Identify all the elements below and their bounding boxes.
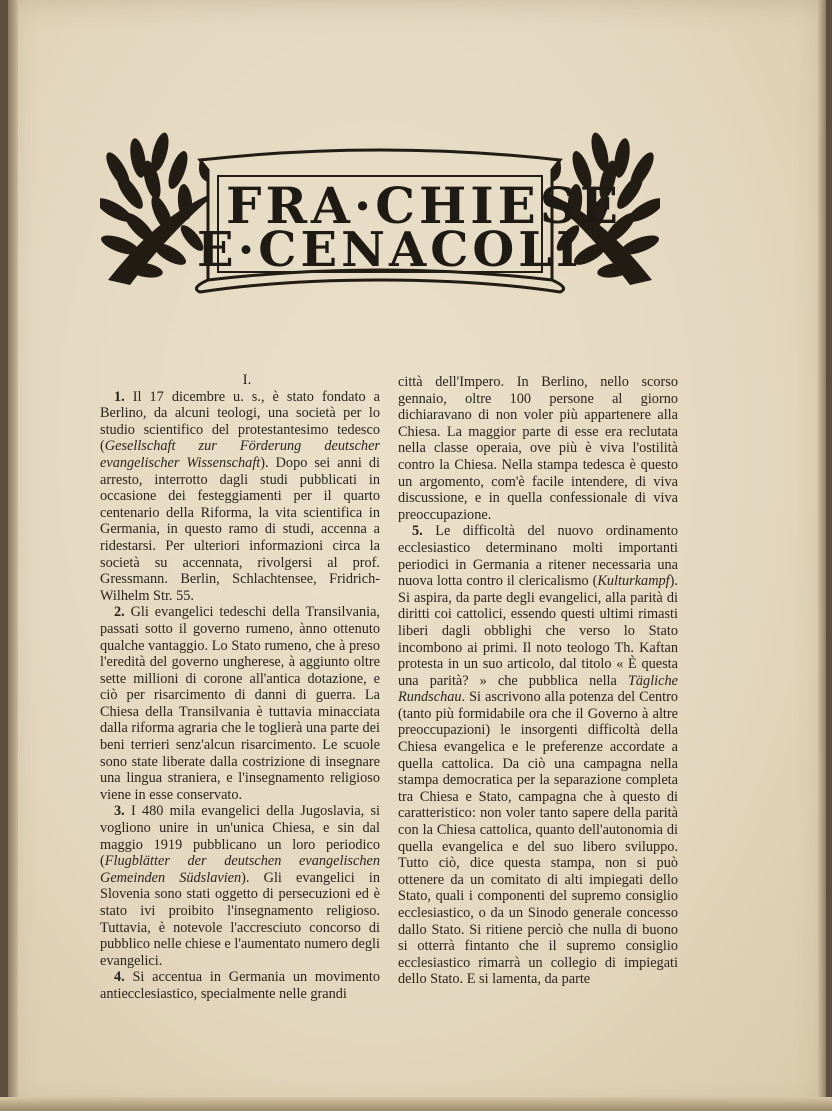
paragraph-italic: Flugblätter der deutschen evangelischen Gemeinden Südslavien bbox=[100, 853, 380, 886]
paragraph-number: 1. bbox=[114, 388, 125, 405]
page-bottom-edge bbox=[0, 1097, 832, 1111]
right-column bbox=[398, 374, 678, 988]
header-title-line-2: E·CENACOLI bbox=[197, 222, 583, 278]
paragraph-text: città dell'Impero. In Berlino, nello scorso gennaio, oltre 100 persone al giorno dichiaravano di non voler più appartenere alla Chiesa. La maggior parte di esse era reclutata nella classe operaia, ove più è viva l'ostilità contro la Chiesa. Nella stampa tedesca è questo un argomento, com'è facile intendere, di viva discussione, e in quella confessionale di viva preoccupazione. bbox=[398, 374, 678, 523]
paragraph-text: Le difficoltà del nuovo ordinamento ecclesiastico determinano molti importanti periodici in Germania a ritener necessaria una nuova lotta contro il clericalismo ( bbox=[398, 523, 678, 590]
paragraph-4 bbox=[100, 969, 380, 1002]
paragraph-text: Si accentua in Germania un movimento antiecclesiastico, specialmente nelle grandi bbox=[100, 969, 381, 1002]
paragraph-number: 4. bbox=[114, 969, 125, 986]
paragraph-text: ). Gli evangelici in Slovenia sono stati oggetto di persecuzioni ed è stato ivi proibito l'insegnamento religioso. Tuttavia, è notevole l'accresciuto concorso di pubblico nelle chiese e l'aumentato numero degli evangelici. bbox=[100, 869, 380, 969]
paragraph-text: Gli evangelici tedeschi della Transilvania, passati sotto il governo rumeno, ànno ottenuto qualche vantaggio. Lo Stato rumeno, che à preso l'eredità del governo ungherese, à aggiunto oltre sette millioni di corone all'antica dotazione, e ciò per risarcimento di danni di guerra. La Chiesa della Transilvania è tuttavia minacciata dalla riforma agraria che le toglierà una parte dei beni terrieri senz'alcun risarcimento. Le scuole sono state liberate dalla costrizione di insegnare una lingua straniera, e l'insegnamento religioso viene in esse conservato. bbox=[100, 604, 380, 803]
paragraph-3 bbox=[100, 803, 380, 969]
paragraph-number: 3. bbox=[114, 803, 125, 820]
paragraph-5 bbox=[398, 523, 678, 988]
left-column bbox=[100, 372, 380, 1003]
paragraph-italic: Gesellschaft zur Förderung deutscher evangelischer Wissenschaft bbox=[100, 438, 380, 471]
paragraph-text: . Si ascrivono alla potenza del Centro (tanto più formidabile ora che il Governo à altre preoccupazioni) le insorgenti difficoltà della Chiesa evangelica e le preferenze accordate a quella cattolica. Da ciò una campagna nella stampa democratica per la separazione completa tra Chiesa e Stato, campagna che à questo di caratteristico: non voler tanto sapere della parità con la Chiesa cattolica, quanto dell'autonomia di quella evangelica e del suo libero sviluppo. Tutto ciò, dice questa stampa, non si può ottenere da un comitato di alti impiegati dello Stato, quali i componenti del supremo consiglio ecclesiastico, o da un Sinodo generale concesso dallo Stato. Si ritiene perciò che nulla di buono si otterrà fintanto che il supremo consiglio ecclesiastico rimarrà un collegio di impiegati dello Stato. E si lamenta, da parte bbox=[398, 689, 678, 988]
paragraph-text: Il 17 dicembre u. s., è stato fondato a Berlino, da alcuni teologi, una società per lo studio scientifico del protestantesimo tedesco ( bbox=[100, 388, 380, 455]
paragraph-1 bbox=[100, 389, 380, 605]
section-numeral: I. bbox=[242, 372, 252, 388]
paragraph-number: 5. bbox=[412, 523, 423, 540]
paragraph-text: I 480 mila evangelici della Jugoslavia, si vogliono unire in un'unica Chiesa, e sin dal maggio 1919 pubblicano un loro periodico ( bbox=[100, 803, 381, 870]
paragraph-4-continued bbox=[398, 374, 678, 523]
page-left-edge bbox=[8, 0, 18, 1111]
page-right-edge bbox=[818, 0, 826, 1111]
paragraph-2 bbox=[100, 604, 380, 803]
paragraph-italic: Tägliche Rundschau bbox=[398, 672, 678, 706]
paragraph-text: ). Dopo sei anni di arresto, interrotto dagli studi pubblicati in occasione dei festeggiamenti per il quarto centenario della Riforma, la vita scientifica in Germania, in questo ramo di studi, accenna a ridestarsi. Per ulteriori informazioni circa la società su accennata, rivolgersi al prof. Gressmann. Berlin, Schlachtensee, Fridrich-Wilhelm Str. 55. bbox=[100, 454, 380, 604]
paragraph-text: ). Si aspira, da parte degli evangelici, alla parità di diritti coi cattolici, essendo questi ultimi rimasti liberi dagli obblighi che verso lo Stato incombono ai primi. Il noto teologo Th. Kaftan protesta in un suo articolo, dal titolo « È questa una parità? » che pubblica nella bbox=[398, 573, 678, 689]
header-title-line-1: FRA·CHIESE bbox=[226, 176, 623, 235]
paragraph-italic: Kulturkampf bbox=[597, 573, 670, 590]
paragraph-number: 2. bbox=[114, 604, 125, 621]
